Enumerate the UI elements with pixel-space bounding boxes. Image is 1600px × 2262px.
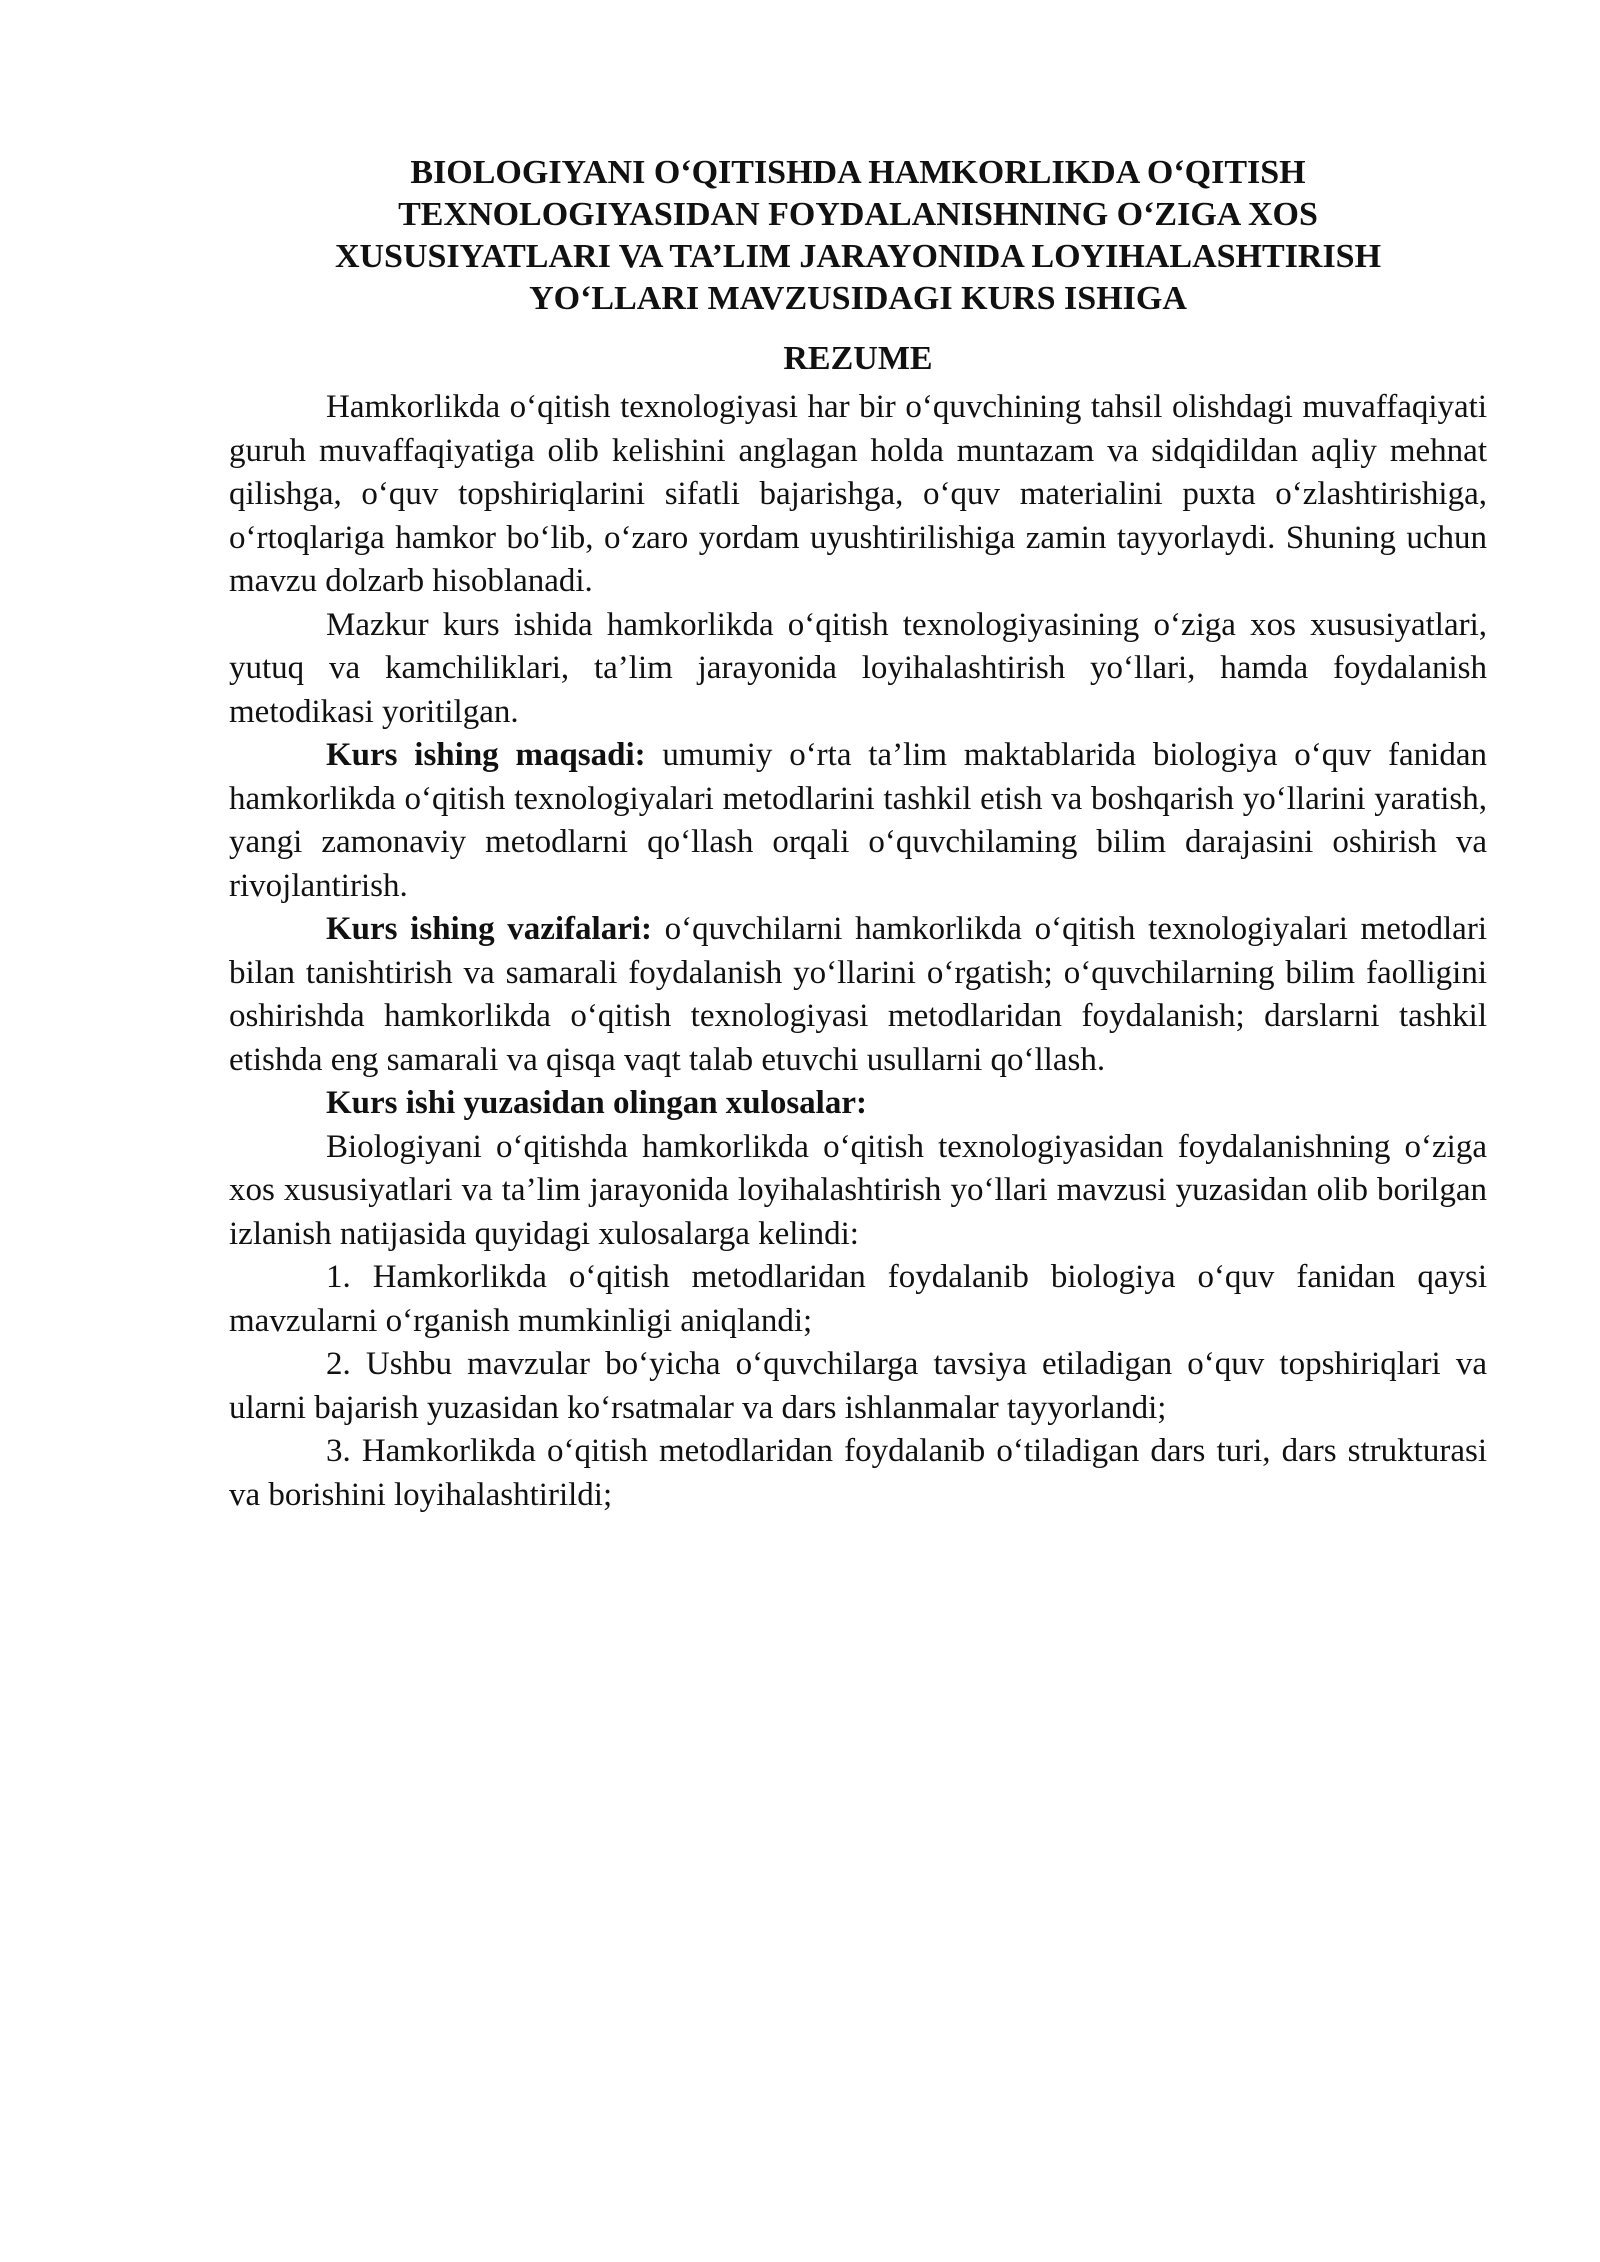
tasks-paragraph <box>229 908 1487 1082</box>
conclusion-item: 1. Hamkorlikda o‘qitish metodlaridan foydalanib biologiya o‘quv fanidan qaysi mavzularni o‘rganish mumkinligi aniqlandi; <box>229 1259 1487 1339</box>
conclusion-item: 3. Hamkorlikda o‘qitish metodlaridan foydalanib o‘tiladigan dars turi, dars strukturasi va borishini loyihalashtirildi; <box>229 1433 1487 1513</box>
title-line: YO‘LLARI MAVZUSIDAGI KURS ISHIGA <box>529 280 1187 317</box>
intro-paragraph: Hamkorlikda o‘qitish texnologiyasi har bir o‘quvchining tahsil olishdagi muvaffaqiyati guruh muvaffaqiyatiga olib kelishini anglagan holda muntazam va sidqidildan aqliy mehnat qilishga, o‘quv topshiriqlarini sifatli bajarishga, o‘quv materialini puxta o‘zlashtirishiga, o‘rtoqlariga hamkor bo‘lib, o‘zaro yordam uyushtirilishiga zamin tayyorlaydi. Shuning uchun mavzu dolzarb hisoblanadi. <box>229 389 1487 599</box>
document-subtitle: REZUME <box>783 340 933 377</box>
title-line: XUSUSIYATLARI VA TA’LIM JARAYONIDA LOYIHALASHTIRISH <box>334 238 1382 275</box>
conclusions-heading <box>229 1082 1487 1126</box>
tasks-text: o‘quvchilarni hamkorlikda o‘qitish texnologiyalari metodlari bilan tanishtirish va samarali foydalanish yo‘llarini o‘rgatish; o‘quvchilarning bilim faolligini oshirishda hamkorlikda o‘qitish texnologiyasi metodlaridan foydalanish; darslarni tashkil etishda eng samarali va qisqa vaqt talab etuvchi usullarni qo‘llash. <box>229 911 1487 1078</box>
goal-label: Kurs ishing maqsadi: <box>326 737 646 773</box>
document-body <box>229 152 1487 1517</box>
tasks-label: Kurs ishing vazifalari: <box>326 911 653 947</box>
scope-paragraph: Mazkur kurs ishida hamkorlikda o‘qitish texnologiyasining o‘ziga xos xususiyatlari, yutuq va kamchiliklari, ta’lim jarayonida loyihalashtirish yo‘llari, hamda foydalanish metodikasi yoritilgan. <box>229 606 1487 730</box>
conclusions-intro: Biologiyani o‘qitishda hamkorlikda o‘qitish texnologiyasidan foydalanishning o‘ziga xos xususiyatlari va ta’lim jarayonida loyihalashtirish yo‘llari mavzusi yuzasidan olib borilgan izlanish natijasida quyidagi xulosalarga kelindi: <box>229 1128 1487 1252</box>
document-title <box>229 152 1487 320</box>
goal-text: umumiy o‘rta ta’lim maktablarida biologiya o‘quv fanidan hamkorlikda o‘qitish texnologiyalari metodlarini tashkil etish va boshqarish yo‘llarini yaratish, yangi zamonaviy metodlarni qo‘llash orqali o‘quvchilaming bilim darajasini oshirish va rivojlantirish. <box>229 737 1487 904</box>
title-line: TEXNOLOGIYASIDAN FOYDALANISHNING O‘ZIGA XOS <box>398 196 1318 233</box>
conclusions-heading-text: Kurs ishi yuzasidan olingan xulosalar: <box>326 1085 867 1121</box>
title-line: BIOLOGIYANI O‘QITISHDA HAMKORLIKDA O‘QITISH <box>410 154 1306 191</box>
goal-paragraph <box>229 734 1487 908</box>
conclusion-item: 2. Ushbu mavzular bo‘yicha o‘quvchilarga tavsiya etiladigan o‘quv topshiriqlari va ularni bajarish yuzasidan ko‘rsatmalar va dars ishlanmalar tayyorlandi; <box>229 1346 1487 1426</box>
